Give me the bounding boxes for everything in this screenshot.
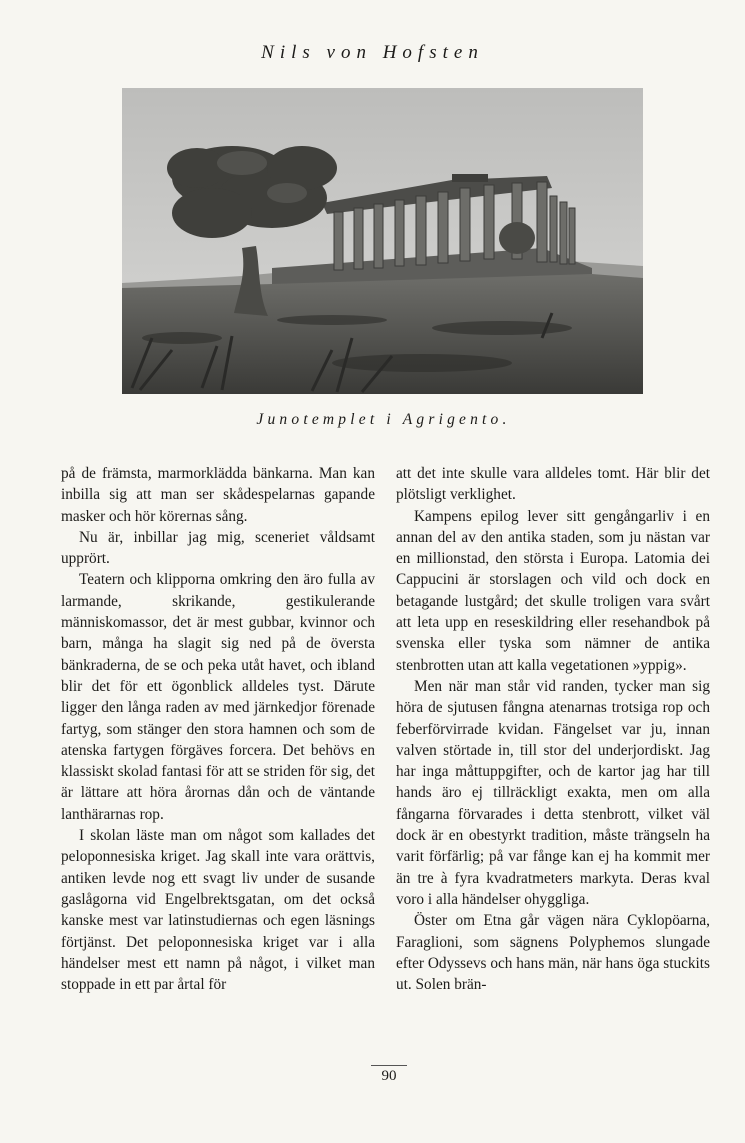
right-text-column [396, 463, 710, 995]
paragraph: att det inte skulle vara alldeles tomt. Här blir det plötsligt verklighet. [396, 465, 710, 504]
paragraph: Nu är, inbillar jag mig, sceneriet våldsamt upprört. [61, 528, 375, 568]
paragraph: I skolan läste man om något som kallades det peloponnesiska kriget. Jag skall inte vara orättvis, antiken levde nog ett svagt liv under de susande gaslågorna vid Engelbrektsgatan, om det också kanske mest var latinstudiernas och egen läsnings förtjänst. Det peloponnesiska kriget var i alla händelser mest ett namn på något, i vilket man stoppade in ett par årtal för [61, 827, 375, 994]
page-number-rule [371, 1065, 407, 1066]
running-header: Nils von Hofsten [261, 42, 484, 63]
paragraph: Men när man står vid randen, tycker man sig höra de sjutusen fångna atenarnas trotsiga rop och feberförvirrade kvidan. Fängelset var ju, innan valven störtade in, till stor del underjordiskt. Jag har inga måttuppgifter, och de kartor jag har till hands äro ej tillräckligt exakta, men om alla fångarna förvarades i detta stenbrott, vilket väl dock är en obestyrkt tradition, måste trängseln ha varit förfärlig; på var fånge kan ej ha kommit mer än tre à fyra kvadratmeters markyta. Deras kval voro i alla händelser ohyggliga. [396, 677, 710, 908]
paragraph: på de främsta, marmorklädda bänkarna. Man kan inbilla sig att man ser skådespelarnas gapande masker och hör körernas sång. [61, 465, 375, 525]
page-number: 90 [381, 1068, 397, 1084]
figure-caption: Junotemplet i Agrigento. [256, 411, 511, 428]
left-text-column [61, 463, 375, 995]
paragraph: Teatern och klipporna omkring den äro fulla av larmande, skrikande, gestikulerande människomassor, det är mest gubbar, kvinnor och barn, många ha slagit sig ned på de översta bänkraderna, de se och peka utåt havet, och ibland blir det för ett ögonblick alldeles tyst. Därute ligger den långa raden av med järnkedjor förenade fartyg, som stänger den stora hamnen och som de atenska fartygen förgäves forcera. Det behövs en klassiskt skolad fantasi för att se striden för sig, det är lättare att höra årornas dån och de väntande lanthärarnas rop. [61, 571, 375, 823]
paragraph: Öster om Etna går vägen nära Cyklopöarna, Faraglioni, som sägnens Polyphemos slungade efter Odyssevs och hans män, när hans öga stuckits ut. Solen brän- [396, 912, 710, 994]
paragraph: Kampens epilog lever sitt gengångarliv i en annan del av den antika staden, som ju nästan var en millionstad, den största i Europa. Latomia dei Cappucini är storslagen och vild och dock en betagande lustgård; det skulle troligen vara svårt att leta upp en reseskildring eller resehandbok på svenska eller tyska som nämner de antika stenbrotten utan att kalla vegetationen »yppig». [396, 507, 710, 674]
temple-photograph [122, 88, 643, 394]
